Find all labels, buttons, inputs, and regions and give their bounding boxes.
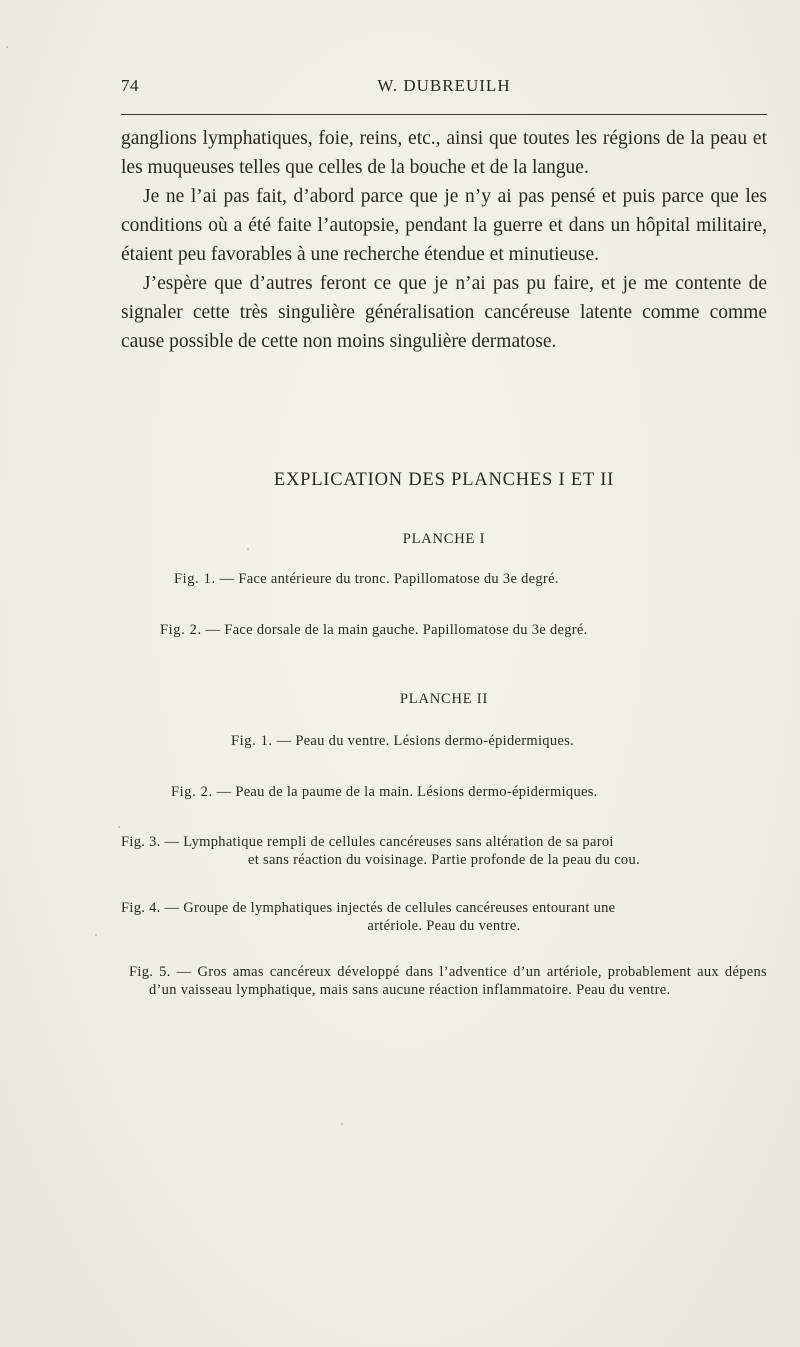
figure-description: — Face antérieure du tronc. Papillomatose du 3e degré.	[219, 571, 559, 587]
body-text	[121, 124, 767, 356]
section-title: EXPLICATION DES PLANCHES I ET II	[273, 470, 615, 490]
running-head: W. DUBREUILH	[377, 76, 511, 95]
paragraph: ganglions lymphatiques, foie, reins, etc., ainsi que toutes les régions de la peau et les muqueuses telles que celles de la bouche et de la langue.	[121, 128, 767, 178]
figure-label: Fig. 3.	[121, 834, 161, 850]
figure-description: — Gros amas cancéreux développé dans l’adventice d’un artériole, probablement aux dépens d’un vaisseau lymphatique, mais sans aucune réaction inflammatoire. Peau du ventre.	[149, 964, 767, 998]
figure-caption	[174, 570, 559, 588]
paragraph: Je ne l’ai pas fait, d’abord parce que je n’y ai pas pensé et puis parce que les conditions où a été faite l’autopsie, pendant la guerre et dans un hôpital militaire, étaient peu favorables à une recherche étendue et minutieuse.	[121, 186, 767, 265]
paper-speck	[6, 46, 8, 48]
paper-speck	[341, 1123, 343, 1125]
page-number: 74	[121, 76, 139, 95]
figure-label: Fig. 5.	[129, 964, 171, 980]
figure-label: Fig. 2.	[171, 784, 213, 800]
plate-title-2: PLANCHE II	[399, 691, 489, 707]
paper-speck	[118, 826, 120, 828]
figure-caption	[121, 899, 767, 935]
figure-caption	[231, 732, 574, 750]
paragraph: J’espère que d’autres feront ce que je n’ai pas pu faire, et je me contente de signaler cette très singulière généralisation cancéreuse latente comme comme cause possible de cette non moins singulière dermatose.	[121, 273, 767, 352]
figure-caption	[160, 621, 588, 639]
figure-description: — Peau de la paume de la main. Lésions dermo-épidermiques.	[216, 784, 598, 800]
figure-description-continued: artériole. Peau du ventre.	[367, 918, 521, 934]
figure-description: — Groupe de lymphatiques injectés de cellules cancéreuses entourant une	[164, 900, 616, 916]
figure-label: Fig. 1.	[231, 733, 273, 749]
plate-title-1: PLANCHE I	[402, 531, 486, 547]
header-rule	[121, 114, 767, 115]
figure-label: Fig. 2.	[160, 622, 202, 638]
figure-label: Fig. 4.	[121, 900, 161, 916]
figure-caption	[129, 963, 767, 999]
figure-description: — Peau du ventre. Lésions dermo-épidermiques.	[276, 733, 574, 749]
paper-speck	[247, 548, 249, 550]
figure-label: Fig. 1.	[174, 571, 216, 587]
figure-description-continued: et sans réaction du voisinage. Partie profonde de la peau du cou.	[248, 852, 640, 868]
figure-caption	[121, 833, 767, 869]
paper-speck	[95, 934, 97, 936]
figure-description: — Face dorsale de la main gauche. Papillomatose du 3e degré.	[205, 622, 588, 638]
figure-description: — Lymphatique rempli de cellules cancéreuses sans altération de sa paroi	[164, 834, 614, 850]
figure-caption	[171, 783, 598, 801]
page-header	[121, 76, 767, 100]
